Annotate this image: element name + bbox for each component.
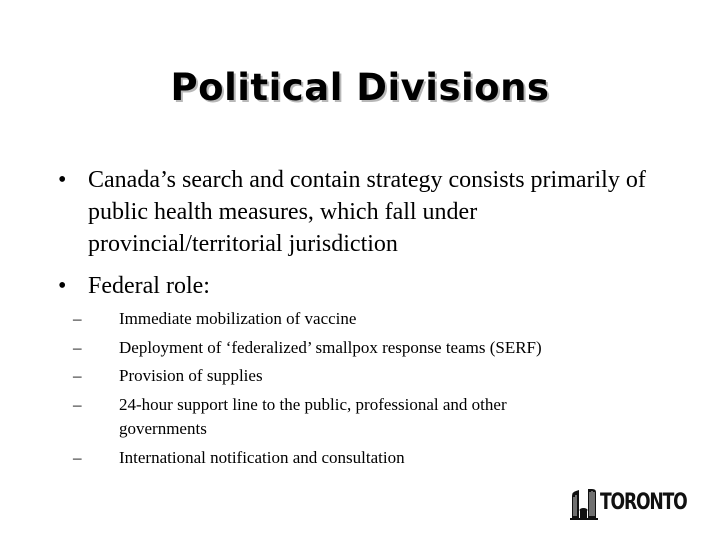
sub-bullet-item — [73, 446, 633, 470]
sub-bullet-item — [73, 307, 633, 331]
bullet-marker: • — [58, 273, 67, 299]
slide-title: Political Divisions — [170, 66, 550, 109]
bullet-item — [58, 270, 658, 302]
toronto-logo — [570, 488, 687, 520]
bullet-text: Federal role: — [88, 273, 210, 299]
sub-bullet-text: Immediate mobilization of vaccine — [119, 309, 357, 328]
sub-bullet-text: 24-hour support line to the public, professional and other governments — [119, 395, 507, 438]
sub-bullet-text: Deployment of ‘federalized’ smallpox response teams (SERF) — [119, 338, 542, 357]
logo-wordmark: TORONTO — [600, 490, 687, 515]
city-hall-icon — [570, 488, 598, 520]
sub-bullet-item — [73, 364, 633, 388]
sub-bullet-marker: – — [73, 309, 82, 328]
sub-bullet-marker: – — [73, 448, 82, 467]
bullet-text: Canada’s search and contain strategy consists primarily of public health measures, which fall under provincial/territorial jurisdiction — [88, 167, 646, 257]
sub-bullet-text: Provision of supplies — [119, 366, 263, 385]
sub-bullet-item — [73, 336, 633, 360]
bullet-item — [58, 164, 658, 260]
sub-bullet-item — [73, 393, 573, 441]
sub-bullet-text: International notification and consultation — [119, 448, 405, 467]
sub-bullet-marker: – — [73, 366, 82, 385]
sub-bullet-marker: – — [73, 338, 82, 357]
bullet-marker: • — [58, 167, 67, 193]
sub-bullet-marker: – — [73, 395, 82, 414]
